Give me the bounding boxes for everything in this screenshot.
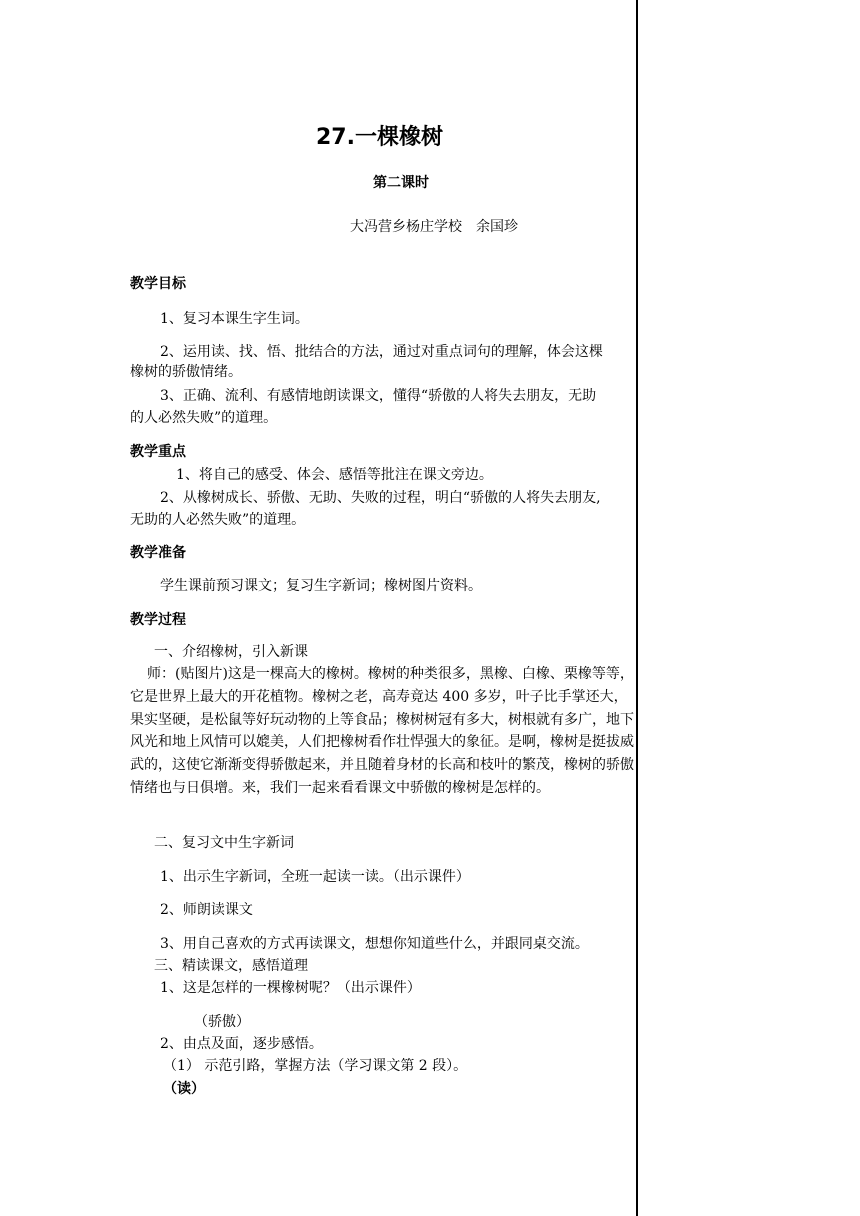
- step-3-heading: 三、精读课文，感悟道理: [154, 958, 308, 974]
- section-heading-key-points: 教学重点: [130, 444, 186, 460]
- section-heading-preparation: 教学准备: [130, 545, 186, 561]
- section-heading-goals: 教学目标: [130, 276, 186, 292]
- step-2-item-2: 2、师朗读课文: [160, 902, 253, 918]
- step-2-item-1: 1、出示生字新词，全班一起读一读。（出示课件）: [160, 869, 470, 885]
- doc-title: 27.一棵橡树: [316, 125, 443, 150]
- key-point-2-line-2: 无助的人必然失败”的道理。: [130, 512, 306, 528]
- goal-1: 1、复习本课生字生词。: [160, 311, 309, 327]
- goal-3-line-1: 3、正确、流利、有感情地朗读课文，懂得“骄傲的人将失去朋友，无助: [160, 388, 597, 404]
- step-3-answer: （骄傲）: [194, 1014, 250, 1030]
- step-1-heading: 一、介绍橡树，引入新课: [154, 644, 308, 660]
- goal-3-line-2: 的人必然失败”的道理。: [130, 410, 278, 426]
- intro-paragraph: 师：(贴图片)这是一棵高大的橡树。橡树的种类很多，黑橡、白橡、栗橡等等，它是世界上最大的开花植物。橡树之老，高寿竟达 400 多岁，叶子比手掌还大，果实坚硬，是松鼠等好玩动物的上等食品；橡树树冠有多大，树根就有多广，地下风光和地上风情可以媲美，人们把橡树看作壮悍强大的象征。是啊，橡树是挺拔威武的，这使它渐渐变得骄傲起来，并且随着身材的长高和枝叶的繁茂，橡树的骄傲情绪也与日俱增。来，我们一起来看看课文中骄傲的橡树是怎样的。: [130, 666, 634, 796]
- key-point-1: 1、将自己的感受、体会、感悟等批注在课文旁边。: [176, 467, 493, 483]
- page-margin-rule: [636, 0, 638, 1216]
- step-2-heading: 二、复习文中生字新词: [154, 835, 294, 851]
- step-3-item-2: 2、由点及面，逐步感悟。: [160, 1036, 323, 1052]
- step-3-subitem-1: （1） 示范引路，掌握方法（学习课文第 2 段）。: [163, 1058, 468, 1074]
- section-heading-process: 教学过程: [130, 612, 186, 628]
- step-2-item-3: 3、用自己喜欢的方式再读课文，想想你知道些什么，并跟同桌交流。: [160, 936, 589, 952]
- preparation-text: 学生课前预习课文；复习生字新词；橡树图片资料。: [160, 578, 482, 594]
- goal-2-line-2: 橡树的骄傲情绪。: [130, 364, 242, 380]
- goal-2-line-1: 2、运用读、找、悟、批结合的方法，通过对重点词句的理解，体会这棵: [160, 344, 603, 360]
- key-point-2-line-1: 2、从橡树成长、骄傲、无助、失败的过程，明白“骄傲的人将失去朋友,: [160, 490, 601, 506]
- read-note: （读）: [163, 1081, 205, 1097]
- doc-author: 大冯营乡杨庄学校 余国珍: [350, 219, 518, 235]
- doc-subtitle: 第二课时: [373, 175, 429, 191]
- step-3-item-1: 1、这是怎样的一棵橡树呢？（出示课件）: [160, 980, 421, 996]
